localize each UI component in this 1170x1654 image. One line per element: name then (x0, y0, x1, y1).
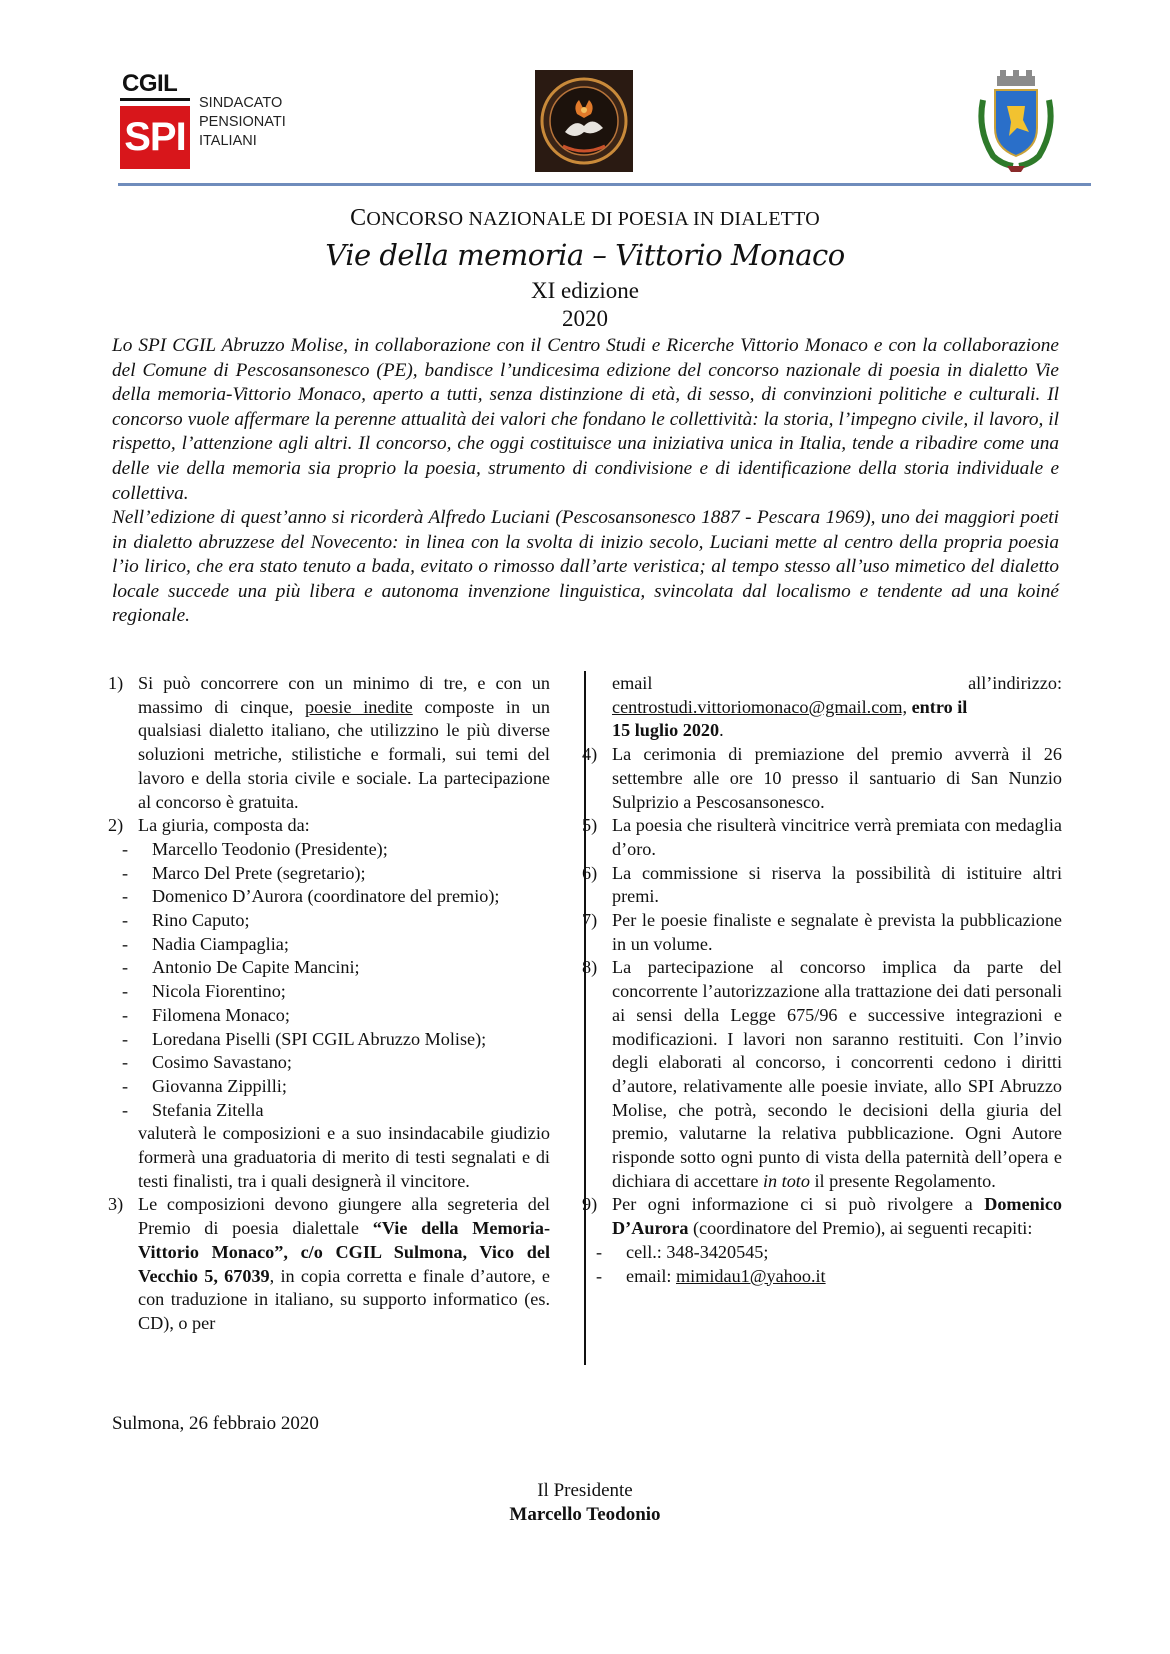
spi-full-name (199, 94, 286, 151)
jury-member: - Stefania Zitella (122, 1099, 264, 1120)
spi-wordmark: SPI (124, 115, 186, 159)
rule-text: Le composizioni devono giungere alla segreteria del Premio di poesia dialettale (138, 1194, 550, 1239)
rule-number: 6) (582, 862, 598, 883)
rule-item (582, 956, 1062, 1193)
jury-member: - Cosimo Savastano; (122, 1052, 292, 1073)
unpublished-poems: poesie inedite (305, 696, 413, 717)
contact-phone: - cell.: 348-3420545; (596, 1241, 769, 1262)
jury-member: - Marcello Teodonio (Presidente); (122, 838, 388, 859)
rule-text: Si può concorrere con un minimo di tre, e con un massimo di cinque, (138, 673, 550, 717)
year: 2020 (562, 306, 608, 331)
spi-line: PENSIONATI (199, 114, 286, 130)
logo-divider (120, 98, 190, 101)
jury-member: - Giovanna Zippilli; (122, 1075, 287, 1096)
rule-number: 5) (582, 815, 598, 836)
rule-item (108, 672, 550, 814)
rule-number: 2) (108, 815, 124, 836)
address-word: all’indirizzo: (968, 673, 1062, 693)
spi-line: SINDACATO (199, 95, 283, 111)
signature-name: Marcello Teodonio (509, 1504, 661, 1525)
rule-text: La giuria, composta da: (138, 815, 310, 836)
submission-email-link[interactable]: centrostudi.vittoriomonaco@gmail.com, (612, 696, 908, 717)
rule-item (582, 862, 1062, 909)
rule-number: 9) (582, 1194, 598, 1215)
postal-address: “Vie della Memoria-Vittorio Monaco”, c/o CGIL Sulmona, Vico del Vecchio 5, 67039 (138, 1218, 550, 1286)
intro-paragraph: Lo SPI CGIL Abruzzo Molise, in collaborazione con il Centro Studi e Ricerche Vittorio Monaco e con la collaborazione del Comune di Pescosansonesco (PE), bandisce l’undicesima edizione del concorso nazionale di poesia in dialetto Vie della memoria-Vittorio Monaco, aperto a tutti, senza distinzione di età, di sesso, di convinzioni politiche e culturali. Il concorso vuole affermare la perenne attualità dei valori che fondano le collettività: la storia, l’impegno civile, il lavoro, il rispetto, l’attenzione agli altri. Il concorso, che oggi costituisce una iniziativa unica in Italia, tende a ribadire come una delle vie della memoria sia proprio la poesia, strumento di condivisione e di identificazione della storia individuale e collettiva. (112, 335, 1059, 504)
title-rest: ONCORSO NAZIONALE DI POESIA IN DIALETTO (366, 208, 820, 230)
contest-name: Vie della memoria – Vittorio Monaco (325, 238, 845, 272)
jury-member: - Loredana Piselli (SPI CGIL Abruzzo Molise); (122, 1028, 487, 1049)
rule-item (108, 1193, 550, 1335)
title-initial: C (350, 205, 367, 231)
jury-member: - Nadia Ciampaglia; (122, 933, 289, 954)
cgil-spi-logo (120, 70, 290, 170)
jury-member: - Antonio De Capite Mancini; (122, 957, 360, 978)
rule-item (108, 814, 550, 838)
email-word: email (612, 673, 653, 693)
email-line (612, 672, 1062, 696)
jury-member: - Nicola Fiorentino; (122, 981, 286, 1002)
rule-number: 3) (108, 1194, 124, 1215)
jury-member: - Filomena Monaco; (122, 1004, 290, 1025)
rule-text: (coordinatore del Premio), ai seguenti recapiti: (688, 1218, 1033, 1239)
rule-text: La partecipazione al concorso implica da parte del concorrente l’autorizzazione alla trattazione dei dati personali ai sensi della Legge 675/96 e successive integrazioni e modificazioni. I lavori non saranno restituiti. Con l’invio degli elaborati al concorso, i concorrenti cedono i diritti d’autore, relativamente alle poesie inviate, allo SPI Abruzzo Molise, che potrà, secondo le decisioni della giuria del premio, valutarne la relativa pubblicazione. Ogni Autore risponde sotto ogni punto di vista della paternità dell’opera e dichiara di accettare (612, 957, 1062, 1191)
deadline-text: entro il (907, 696, 968, 717)
rule-text: composte in un qualsiasi dialetto italiano, che utilizzino le più diverse soluzioni metriche, stilistiche e formali, sui temi del lavoro e della storia civile e sociale. La partecipazione al concorso è gratuita. (138, 696, 550, 812)
municipal-crest-icon (973, 70, 1059, 174)
rule-text: La commissione si riserva la possibilità di istituire altri premi. (612, 862, 1062, 907)
jury-role-text: valuterà le composizioni e a suo insindacabile giudizio formerà una graduatoria di merito di testi segnalati e di testi finalisti, tra i quali designerà il vincitore. (138, 1123, 550, 1191)
jury-member: - Rino Caputo; (122, 910, 250, 931)
rule-text: La poesia che risulterà vincitrice verrà premiata con medaglia d’oro. (612, 815, 1062, 859)
contact-email: - email: mimidau1@yahoo.it (596, 1265, 826, 1286)
document-date: Sulmona, 26 febbraio 2020 (112, 1413, 319, 1434)
deadline-line: 15 luglio 2020. (612, 720, 724, 741)
page-title (0, 205, 1170, 232)
contact-email-link[interactable]: mimidau1@yahoo.it (676, 1265, 826, 1286)
rule-item (582, 814, 1062, 861)
jury-member: - Marco Del Prete (segretario); (122, 862, 366, 883)
spi-line: ITALIANI (199, 133, 257, 149)
intro-paragraph: Nell’edizione di quest’anno si ricorderà Alfredo Luciani (Pescosansonesco 1887 - Pescara 1969), uno dei maggiori poeti in dialetto abruzzese del Novecento: in linea con la svolta di inizio secolo, Luciani mette al centro della propria poesia l’io lirico, che era stato tenuto a bada, evitato o rimosso dall’arte veristica; al tempo stesso all’uso mimetico del dialetto locale succede una più libera e autonoma invenzione linguistica, svincolata dal localismo e tendente ad una koiné regionale. (112, 507, 1059, 627)
rule-item (582, 743, 1062, 814)
rules-right-column (582, 672, 1062, 1288)
signature-role: Il Presidente (537, 1480, 633, 1501)
jury-member: - Domenico D’Aurora (coordinatore del premio); (122, 886, 500, 907)
submission-email-line (612, 696, 1062, 720)
rule-text: Per ogni informazione ci si può rivolgere a (612, 1194, 985, 1215)
rule-number: 4) (582, 744, 598, 765)
edition: XI edizione (531, 278, 639, 303)
rule-number: 7) (582, 910, 598, 931)
spi-red-box (120, 106, 190, 169)
rules-left-column (108, 672, 550, 1336)
rule-text: La cerimonia di premiazione del premio avverrà il 26 settembre alle ore 10 presso il santuario di San Nunzio Sulprizio a Pescosansonesco. (612, 744, 1062, 812)
deadline-date: 15 luglio 2020 (612, 720, 720, 741)
rule-text: , in copia corretta e finale d’autore, e con traduzione in italiano, su supporto informatico (es. CD), o per (138, 1265, 550, 1333)
contact-person: Domenico D’Aurora (612, 1194, 1062, 1239)
in-toto-text: in toto (762, 1170, 810, 1191)
jury-list (108, 838, 550, 1122)
circular-emblem-icon (535, 70, 633, 172)
rule-item (582, 1193, 1062, 1240)
rule-text: Per le poesie finaliste e segnalate è prevista la pubblicazione in un volume. (612, 910, 1062, 954)
rule-number: 1) (108, 673, 124, 693)
rule-number: 8) (582, 957, 598, 978)
header-rule (118, 183, 1091, 186)
cgil-wordmark: CGIL (122, 70, 178, 97)
rule-item (582, 909, 1062, 956)
rule-text: il presente Regolamento. (809, 1170, 996, 1191)
